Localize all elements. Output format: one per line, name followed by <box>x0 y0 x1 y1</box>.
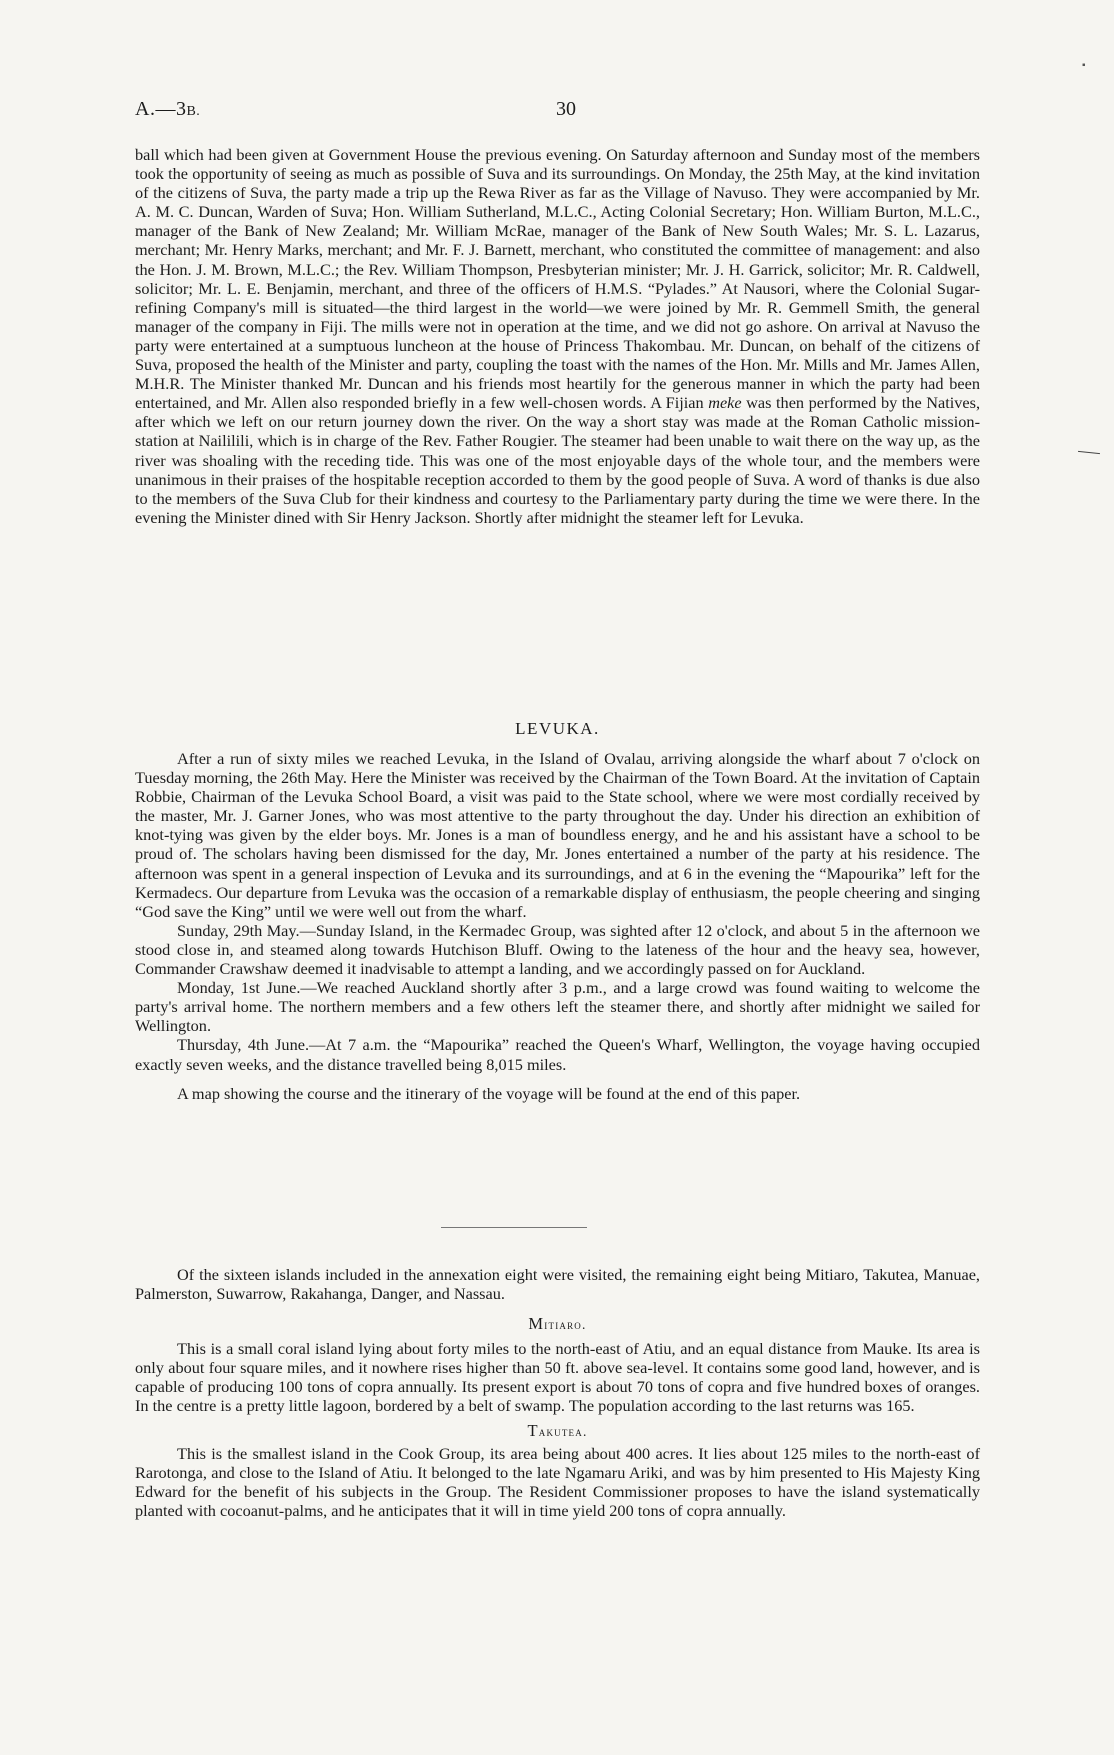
margin-dash <box>1078 451 1100 454</box>
map-note: A map showing the course and the itinerary of the voyage will be found at the end of this paper. <box>177 1083 801 1103</box>
levuka-paragraph-1: After a run of sixty miles we reached Levuka, in the Island of Ovalau, arriving alongside the wharf about 7 o'clock on Tuesday morning, the 26th May. Here the Minister was received by the Chairman of the Town Board. At the invitation of Captain Robbie, Chairman of the Levuka School Board, a visit was paid to the State school, where we were most cordially received by the master, Mr. J. Garner Jones, who was most attentive to the party throughout the day. Under his direction an exhibition of knot-tying was given by the elder boys. Mr. Jones is a man of boundless energy, and he and his assistant have a school to be proud of. The scholars having been dismissed for the day, Mr. Jones entertained a number of the party at his residence. The afternoon was spent in a general inspection of Levuka and its surroundings, and at 6 in the evening the “Mapourika” left for the Kermadecs. Our departure from Levuka was the occasion of a remarkable display of enthusiasm, the people cheering and singing “God save the King” until we were well out from the wharf. <box>135 749 980 921</box>
takutea-paragraph: This is the smallest island in the Cook Group, its area being about 400 acres. It lies about 125 miles to the north-east of Rarotonga, and close to the Island of Atiu. It belonged to the late Ngamaru Ariki, and was by him presented to His Majesty King Edward for the benefit of his subjects in the Group. The Resident Commissioner proposes to have the island systematically planted with cocoanut-palms, and he anticipates that it will in time yield 200 tons of copra annually. <box>135 1443 980 1520</box>
page-number: 30 <box>556 98 576 120</box>
reference-suffix: B. <box>186 104 201 119</box>
meke-pre: A Fijian <box>650 393 704 413</box>
reference-prefix: A.—3 <box>135 98 187 120</box>
takutea-heading: Takutea. <box>527 1420 588 1440</box>
section-divider <box>441 1227 587 1228</box>
suva-text: ball which had been given at Government House the previous evening. On Saturday afternoon and Sunday most of the members took the opportunity of seeing as much as possible of Suva and its surroundings. On Monday, the 25th May, at the kind invitation of the citizens of Suva, the party made a trip up the Rewa River as far as the Village of Navuso. They were accompanied by Mr. A. M. C. Duncan, Warden of Suva; Hon. William Sutherland, M.L.C., Acting Colonial Secretary; Hon. William Burton, M.L.C., manager of the Bank of New Zealand; Mr. William McRae, manager of the Bank of New South Wales; Mr. S. L. Lazarus, merchant; Mr. Henry Marks, merchant; and Mr. F. J. Barnett, merchant, who constituted the committee of management: and also the Hon. J. M. Brown, M.L.C.; the Rev. William Thompson, Presbyterian minister; Mr. J. H. Garrick, solicitor; Mr. R. Caldwell, solicitor; Mr. L. E. Benjamin, merchant, and three of the officers of H.M.S. “Pylades.” At Nausori, where the Colonial Sugar-refining Company's mill is situated—the third largest in the world—we were joined by Mr. R. Gemmell Smith, the general manager of the company in Fiji. The mills were not in operation at the time, and we did not go ashore. On arrival at Navuso the party were entertained at a sumptuous luncheon at the house of Princess Thakombau. Mr. Duncan, on behalf of the citizens of Suva, proposed the health of the Minister and party, coupling the toast with the names of the Hon. Mr. Mills and Mr. James Allen, M.H.R. The Minister thanked Mr. Duncan and his friends most heartily for the generous manner in which the party had been entertained, and Mr. Allen also responded briefly in a few well-chosen words. <box>135 145 980 413</box>
suva-section <box>135 145 980 527</box>
meke-post: was then performed by the Natives, after which we left on our return journey down the river. On the way a short stay was made at the Roman Catholic mission-station at Naililili, which is in charge of the Rev. Father Rougier. The steamer had been unable to wait there on the way up, as the river was shoaling with the receding tide. This was one of the most enjoyable days of the whole tour, and the members were unanimous in their praises of the hospitable reception accorded to them by the good people of Suva. A word of thanks is due also to the members of the Suva Club for their kindness and courtesy to the Parliamentary party during the time we were there. In the evening the Minister dined with Sir Henry Jackson. Shortly after midnight the steamer left for Levuka. <box>135 393 981 527</box>
levuka-paragraph-4: Thursday, 4th June.—At 7 a.m. the “Mapourika” reached the Queen's Wharf, Wellington, the voyage having occupied exactly seven weeks, and the distance travelled being 8,015 miles. <box>135 1035 980 1074</box>
meke-word: meke <box>708 393 742 413</box>
margin-mark: ▪ <box>1082 60 1086 71</box>
levuka-section <box>135 719 980 1103</box>
suva-paragraph <box>135 145 980 527</box>
islands-section <box>135 1265 980 1520</box>
levuka-paragraph-2: Sunday, 29th May.—Sunday Island, in the Kermadec Group, was sighted after 12 o'clock, and about 5 in the afternoon we stood close in, and steamed along towards Hutchison Bluff. Owing to the lateness of the hour and the heavy sea, however, Commander Crawshaw deemed it inadvisable to attempt a landing, and we accordingly passed on for Auckland. <box>135 920 980 979</box>
levuka-heading: LEVUKA. <box>515 719 600 738</box>
levuka-paragraph-3: Monday, 1st June.—We reached Auckland shortly after 3 p.m., and a large crowd was found waiting to welcome the party's arrival home. The northern members and a few others left the steamer there, and shortly after midnight we sailed for Wellington. <box>135 978 980 1036</box>
mitiaro-heading: Mitiaro. <box>528 1314 587 1334</box>
document-reference <box>135 98 200 121</box>
islands-intro: Of the sixteen islands included in the annexation eight were visited, the remaining eight being Mitiaro, Takutea, Manuae, Palmerston, Suwarrow, Rakahanga, Danger, and Nassau. <box>135 1265 980 1304</box>
mitiaro-paragraph: This is a small coral island lying about forty miles to the north-east of Atiu, and an equal distance from Mauke. Its area is only about four square miles, and it nowhere rises higher than 50 ft. above sea-level. It contains some good land, however, and is capable of producing 100 tons of copra annually. Its present export is about 70 tons of copra and five hundred boxes of oranges. In the centre is a pretty little lagoon, bordered by a belt of swamp. The population according to the last returns was 165. <box>135 1339 980 1416</box>
